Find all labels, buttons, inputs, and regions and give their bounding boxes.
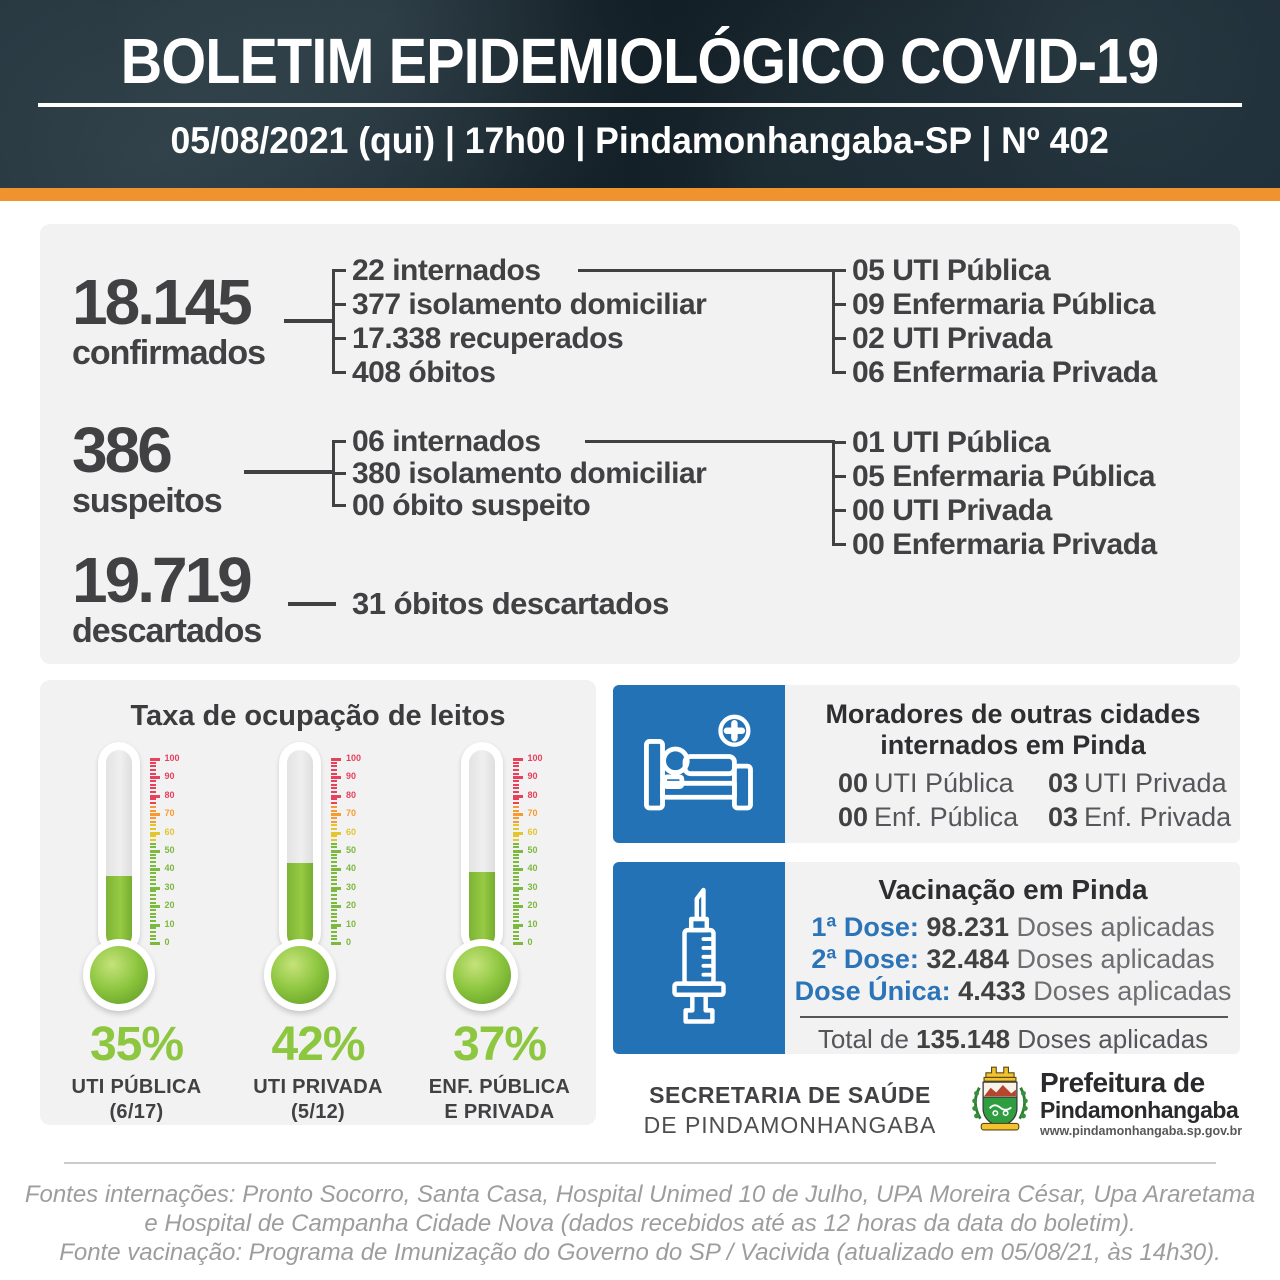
confirmed-breakdown-list bbox=[352, 254, 706, 390]
suspected-connector-line bbox=[585, 440, 835, 443]
header-subtitle: 05/08/2021 (qui) | 17h00 | Pindamonhangaba-SP | Nº 402 bbox=[170, 120, 1110, 161]
header-banner bbox=[0, 0, 1280, 188]
suspected-dash bbox=[244, 470, 334, 474]
gauge-caption: ENF. PÚBLICA E PRIVADA bbox=[428, 1076, 571, 1123]
stat-uti-publica: 00 UTI Pública bbox=[838, 768, 1014, 798]
orange-accent-bar bbox=[0, 188, 1280, 201]
list-item: 02 UTI Privada bbox=[852, 322, 1157, 356]
city-crest-icon bbox=[970, 1060, 1030, 1138]
gauge-percent: 42% bbox=[271, 1018, 365, 1071]
list-item: 380 isolamento domiciliar bbox=[352, 457, 707, 490]
thermometer-icon: 100 90 80 70 60 50 40 30 20 10 0 bbox=[425, 742, 575, 1014]
dose-1-line: 1ª Dose: 98.231 Doses aplicadas bbox=[811, 912, 1215, 942]
stat-uti-privada: 03 UTI Privada bbox=[1048, 768, 1227, 798]
list-item: 06 Enfermaria Privada bbox=[852, 356, 1157, 389]
vaccination-title: Vacinação em Pinda bbox=[878, 874, 1148, 905]
list-item: 408 óbitos bbox=[352, 356, 706, 390]
header-divider bbox=[38, 103, 1242, 107]
thermometer-icon: 100 90 80 70 60 50 40 30 20 10 0 bbox=[62, 742, 212, 1014]
gauge-percent: 37% bbox=[452, 1018, 547, 1071]
thermometer-icon: 100 90 80 70 60 50 40 30 20 10 0 bbox=[243, 742, 393, 1014]
gauge-caption: UTI PÚBLICA (6/17) bbox=[71, 1076, 202, 1123]
suspected-hospital-list bbox=[852, 426, 1157, 562]
other-cities-title: Moradores de outras cidades internados em Pinda bbox=[825, 699, 1201, 760]
page-title: BOLETIM EPIDEMIOLÓGICO COVID-19 bbox=[121, 25, 1159, 97]
hospital-bed-tile bbox=[613, 685, 785, 843]
total-divider bbox=[800, 1016, 1228, 1018]
list-item: 00 UTI Privada bbox=[852, 494, 1157, 528]
confirmed-total: 18.145 bbox=[72, 266, 250, 338]
list-item: 06 internados bbox=[352, 426, 706, 458]
syringe-tile bbox=[613, 862, 785, 1054]
suspected-total: 386 bbox=[72, 414, 170, 486]
list-item: 22 internados bbox=[352, 254, 706, 288]
gauge-percent: 35% bbox=[89, 1018, 184, 1071]
gauge-caption: UTI PRIVADA (5/12) bbox=[253, 1076, 383, 1123]
list-item: 00 Enfermaria Privada bbox=[852, 528, 1157, 561]
footer-divider bbox=[64, 1162, 1216, 1164]
confirmed-dash bbox=[284, 319, 334, 323]
list-item: 09 Enfermaria Pública bbox=[852, 288, 1155, 321]
syringe-icon bbox=[660, 884, 738, 1032]
prefecture-url: www.pindamonhangaba.sp.gov.br bbox=[1040, 1124, 1243, 1138]
stat-enf-privada: 03 Enf. Privada bbox=[1048, 802, 1232, 832]
discarded-label: descartados bbox=[72, 612, 262, 650]
health-secretary-block: SECRETARIA DE SAÚDE DE PINDAMONHANGABA bbox=[643, 1082, 937, 1138]
confirmed-label: confirmados bbox=[72, 334, 266, 372]
list-item: 00 óbito suspeito bbox=[352, 490, 706, 522]
list-item: 17.338 recuperados bbox=[352, 322, 706, 356]
dose-unica-line: Dose Única: 4.433 Doses aplicadas bbox=[794, 976, 1232, 1006]
confirmed-connector-line bbox=[578, 269, 835, 272]
dose-2-line: 2ª Dose: 32.484 Doses aplicadas bbox=[811, 944, 1215, 974]
discarded-dash bbox=[288, 602, 336, 606]
list-item: 377 isolamento domiciliar bbox=[352, 288, 707, 321]
list-item: 05 Enfermaria Pública bbox=[852, 460, 1155, 493]
discarded-note: 31 óbitos descartados bbox=[352, 586, 669, 621]
discarded-total: 19.719 bbox=[72, 544, 250, 616]
sources-note: Fontes internações: Pronto Socorro, Santa Casa, Hospital Unimed 10 de Julho, UPA Moreira César, Upa Araretama e Hospital de Campanha Cidade Nova (dados recebidos até as 12 horas da data do boletim). Fonte vacinação: Programa de Imunização do Governo do SP / Vacivida (atualizado em 05/08/21, às 14h30). bbox=[24, 1181, 1256, 1266]
total-doses-line: Total de 135.148 Doses aplicadas bbox=[817, 1024, 1209, 1054]
gauge-uti-privada bbox=[233, 742, 403, 1125]
hospital-bed-icon bbox=[640, 712, 758, 816]
list-item: 05 UTI Pública bbox=[852, 254, 1157, 288]
gauge-uti-publica bbox=[52, 742, 222, 1125]
list-item: 01 UTI Pública bbox=[852, 426, 1157, 460]
confirmed-hospital-list bbox=[852, 254, 1157, 390]
suspected-label: suspeitos bbox=[72, 482, 222, 520]
occupancy-title: Taxa de ocupação de leitos bbox=[130, 700, 506, 732]
prefecture-logo-text: Prefeitura de Pindamonhangaba www.pindamonhangaba.sp.gov.br bbox=[1040, 1067, 1243, 1138]
gauge-enfermaria bbox=[415, 742, 585, 1125]
thermometer-gauges bbox=[40, 742, 596, 1125]
stat-enf-publica: 00 Enf. Pública bbox=[838, 802, 1019, 832]
